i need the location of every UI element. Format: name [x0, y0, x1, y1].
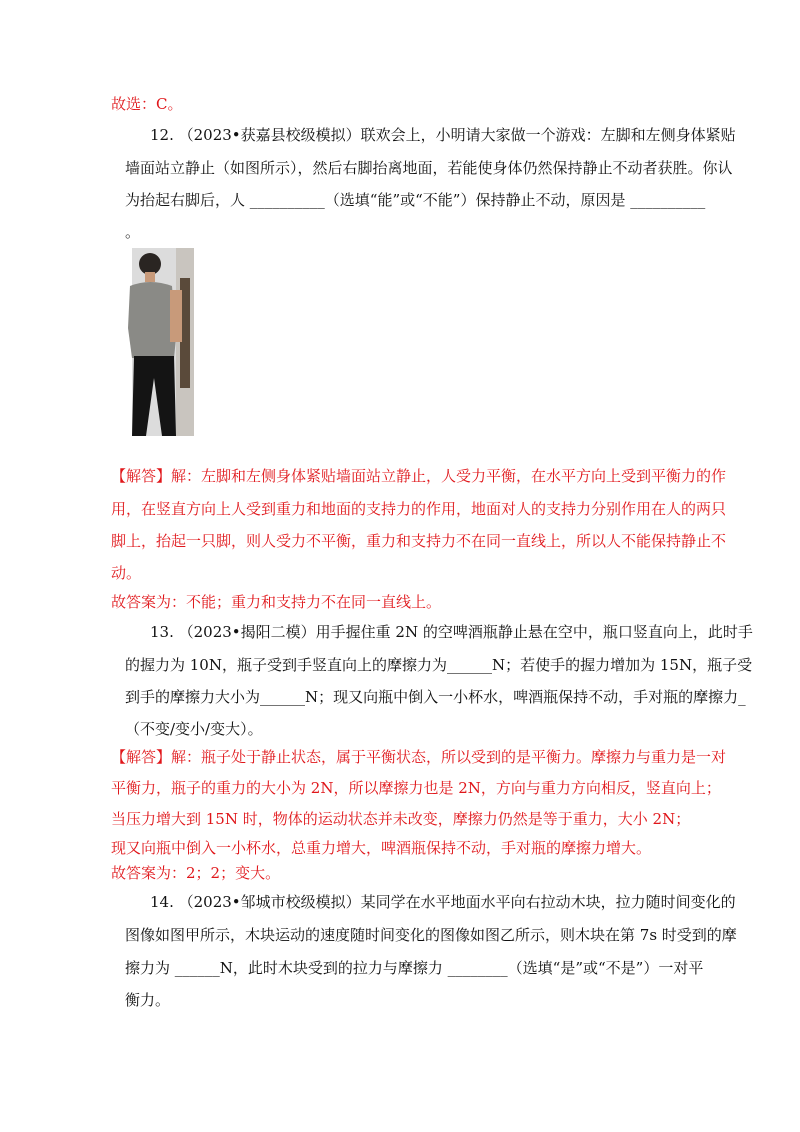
answer-12-line-2: 用，在竖直方向上人受到重力和地面的支持力的作用，地面对人的支持力分别作用在人的两只	[111, 500, 727, 518]
question-14-line-4: 衡力。	[125, 991, 171, 1009]
question-14-line-1: 14. （2023•邹城市校级模拟）某同学在水平地面水平向右拉动木块，拉力随时间变化的	[150, 893, 736, 911]
question-12-line-4: 。	[125, 223, 141, 241]
answer-13-line-1: 【解答】解：瓶子处于静止状态，属于平衡状态，所以受到的是平衡力。摩擦力与重力是一对	[111, 748, 727, 766]
answer-choice-line: 故选：C。	[111, 95, 183, 113]
question-14-line-2: 图像如图甲所示，木块运动的速度随时间变化的图像如图乙所示，则木块在第 7s 时受到的摩	[125, 926, 737, 944]
question-13-line-2: 的握力为 10N，瓶子受到手竖直向上的摩擦力为______N；若使手的握力增加为 15N，瓶子受	[125, 656, 753, 674]
question-14-line-3: 擦力为 ______N，此时木块受到的拉力与摩擦力 ________（选填“是”或“不是”）一对平	[125, 959, 704, 977]
question-12-line-3: 为抬起右脚后，人 __________（选填“能”或“不能”）保持静止不动，原因是 __________	[125, 191, 706, 209]
answer-12-line-4: 动。	[111, 564, 142, 582]
answer-12-line-3: 脚上，抬起一只脚，则人受力不平衡，重力和支持力不在同一直线上，所以人不能保持静止不	[111, 532, 727, 550]
question-12-line-1: 12. （2023•获嘉县校级模拟）联欢会上，小明请大家做一个游戏：左脚和左侧身体紧贴	[150, 126, 736, 144]
question-13-line-1: 13. （2023•揭阳二模）用手握住重 2N 的空啤酒瓶静止悬在空中，瓶口竖直向上，此时手	[150, 623, 753, 641]
answer-13-line-4: 现又向瓶中倒入一小杯水，总重力增大，啤酒瓶保持不动，手对瓶的摩擦力增大。	[111, 839, 652, 857]
final-answer-13: 故答案为：2；2；变大。	[111, 864, 281, 882]
person-photo-illustration	[114, 248, 194, 436]
answer-12-line-1: 【解答】解：左脚和左侧身体紧贴墙面站立静止，人受力平衡，在水平方向上受到平衡力的作	[111, 467, 727, 485]
final-answer-12: 故答案为：不能；重力和支持力不在同一直线上。	[111, 593, 442, 611]
answer-13-line-3: 当压力增大到 15N 时，物体的运动状态并未改变，摩擦力仍然是等于重力，大小 2N；	[111, 810, 691, 828]
question-12-line-2: 墙面站立静止（如图所示），然后右脚抬离地面，若能使身体仍然保持静止不动者获胜。你认	[125, 159, 733, 177]
person-against-wall-photo	[114, 248, 194, 436]
question-13-line-3: 到手的摩擦力大小为______N；现又向瓶中倒入一小杯水，啤酒瓶保持不动，手对瓶的摩擦力_	[125, 688, 746, 706]
question-13-line-4: （不变/变小/变大）。	[125, 720, 263, 738]
answer-13-line-2: 平衡力，瓶子的重力的大小为 2N，所以摩擦力也是 2N，方向与重力方向相反，竖直向上；	[111, 779, 721, 797]
